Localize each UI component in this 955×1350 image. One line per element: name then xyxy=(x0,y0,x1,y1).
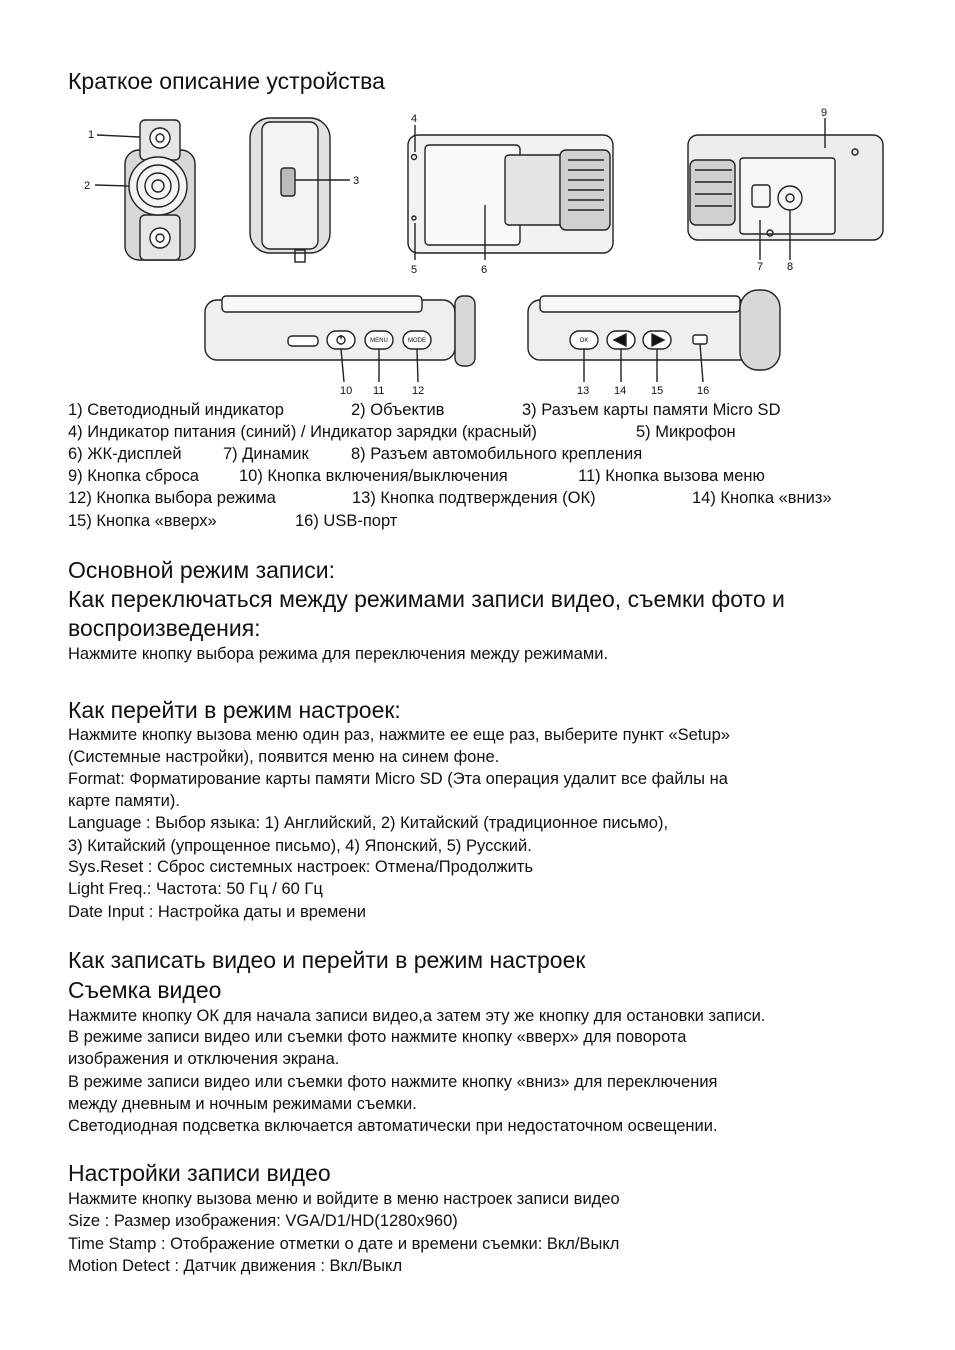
callout-9: 9 xyxy=(821,107,828,119)
callout-15: 15 xyxy=(651,385,664,397)
front-view xyxy=(95,120,195,260)
legend-item: 7) Динамик xyxy=(223,445,309,463)
legend-item: 3) Разъем карты памяти Micro SD xyxy=(522,401,781,419)
top-view xyxy=(408,125,613,260)
legend-item: 5) Микрофон xyxy=(636,423,736,441)
button-label-menu: MENU xyxy=(370,338,388,344)
callout-3: 3 xyxy=(353,175,360,187)
paragraph-line: Светодиодная подсветка включается автоматически при недостаточном освещении. xyxy=(68,1117,718,1135)
callout-8: 8 xyxy=(787,261,794,273)
button-label-mode: MODE xyxy=(408,338,426,344)
legend-item: 10) Кнопка включения/выключения xyxy=(239,467,508,485)
legend-item: 2) Объектив xyxy=(351,401,445,419)
paragraph-line: Нажмите кнопку ОК для начала записи видео,а затем эту же кнопку для остановки записи. xyxy=(68,1007,766,1025)
section-heading: Как перейти в режим настроек: xyxy=(68,697,401,723)
callout-14: 14 xyxy=(614,385,627,397)
legend-item: 13) Кнопка подтверждения (ОК) xyxy=(352,489,596,507)
bottom-view xyxy=(688,118,883,260)
legend-item: 16) USB-порт xyxy=(295,512,398,530)
section-heading: Съемка видео xyxy=(68,977,222,1003)
legend-item: 9) Кнопка сброса xyxy=(68,467,199,485)
paragraph-line: В режиме записи видео или съемки фото нажмите кнопку «вверх» для поворота xyxy=(68,1028,687,1046)
callout-4: 4 xyxy=(411,113,418,125)
section-heading: Как переключаться между режимами записи видео, съемки фото и xyxy=(68,586,785,612)
callout-13: 13 xyxy=(577,385,590,397)
paragraph-line: Sys.Reset : Сброс системных настроек: Отмена/Продолжить xyxy=(68,858,534,876)
paragraph-line: между дневным и ночным режимами съемки. xyxy=(68,1095,417,1113)
paragraph-line: (Системные настройки), появится меню на синем фоне. xyxy=(68,748,500,766)
legend-item: 4) Индикатор питания (синий) / Индикатор зарядки (красный) xyxy=(68,423,537,441)
section-heading: воспроизведения: xyxy=(68,615,261,641)
paragraph: Нажмите кнопку выбора режима для переключения между режимами. xyxy=(68,645,609,663)
callout-12: 12 xyxy=(412,385,425,397)
legend-item: 6) ЖК-дисплей xyxy=(68,445,182,463)
paragraph-line: Нажмите кнопку вызова меню и войдите в меню настроек записи видео xyxy=(68,1190,620,1208)
button-label-ok: OK xyxy=(579,338,589,344)
callout-2: 2 xyxy=(84,180,91,192)
section-heading: Как записать видео и перейти в режим настроек xyxy=(68,947,586,973)
side-view xyxy=(250,118,350,262)
legend-item: 14) Кнопка «вниз» xyxy=(692,489,832,507)
legend-item: 11) Кнопка вызова меню xyxy=(578,467,765,485)
paragraph-line: Date Input : Настройка даты и времени xyxy=(68,903,366,921)
callout-11: 11 xyxy=(373,385,385,397)
callout-16: 16 xyxy=(697,385,710,397)
page-title: Краткое описание устройства xyxy=(68,68,385,94)
legend-item: 15) Кнопка «вверх» xyxy=(68,512,217,530)
callout-6: 6 xyxy=(481,264,488,276)
legend-item: 8) Разъем автомобильного крепления xyxy=(351,445,643,463)
paragraph-line: карте памяти). xyxy=(68,792,180,810)
paragraph-line: Light Freq.: Частота: 50 Гц / 60 Гц xyxy=(68,880,323,898)
paragraph-line: Time Stamp : Отображение отметки о дате и времени съемки: Вкл/Выкл xyxy=(68,1235,620,1253)
callout-10: 10 xyxy=(340,385,353,397)
paragraph-line: изображения и отключения экрана. xyxy=(68,1050,340,1068)
paragraph-line: В режиме записи видео или съемки фото нажмите кнопку «вниз» для переключения xyxy=(68,1073,718,1091)
device-diagram xyxy=(0,100,955,400)
paragraph-line: 3) Китайский (упрощенное письмо), 4) Японский, 5) Русский. xyxy=(68,837,532,855)
callout-1: 1 xyxy=(88,129,95,141)
rear-right-view xyxy=(528,290,780,382)
callout-5: 5 xyxy=(411,264,418,276)
rear-left-view xyxy=(205,296,475,382)
paragraph-line: Size : Размер изображения: VGA/D1/HD(1280x960) xyxy=(68,1212,458,1230)
paragraph-line: Motion Detect : Датчик движения : Вкл/Выкл xyxy=(68,1257,403,1275)
section-heading: Настройки записи видео xyxy=(68,1160,331,1186)
legend-item: 1) Светодиодный индикатор xyxy=(68,401,284,419)
paragraph-line: Format: Форматирование карты памяти Micro SD (Эта операция удалит все файлы на xyxy=(68,770,728,788)
paragraph-line: Language : Выбор языка: 1) Английский, 2) Китайский (традиционное письмо), xyxy=(68,814,669,832)
paragraph-line: Нажмите кнопку вызова меню один раз, нажмите ее еще раз, выберите пункт «Setup» xyxy=(68,726,730,744)
section-heading: Основной режим записи: xyxy=(68,557,335,583)
callout-7: 7 xyxy=(757,261,764,273)
legend-item: 12) Кнопка выбора режима xyxy=(68,489,276,507)
